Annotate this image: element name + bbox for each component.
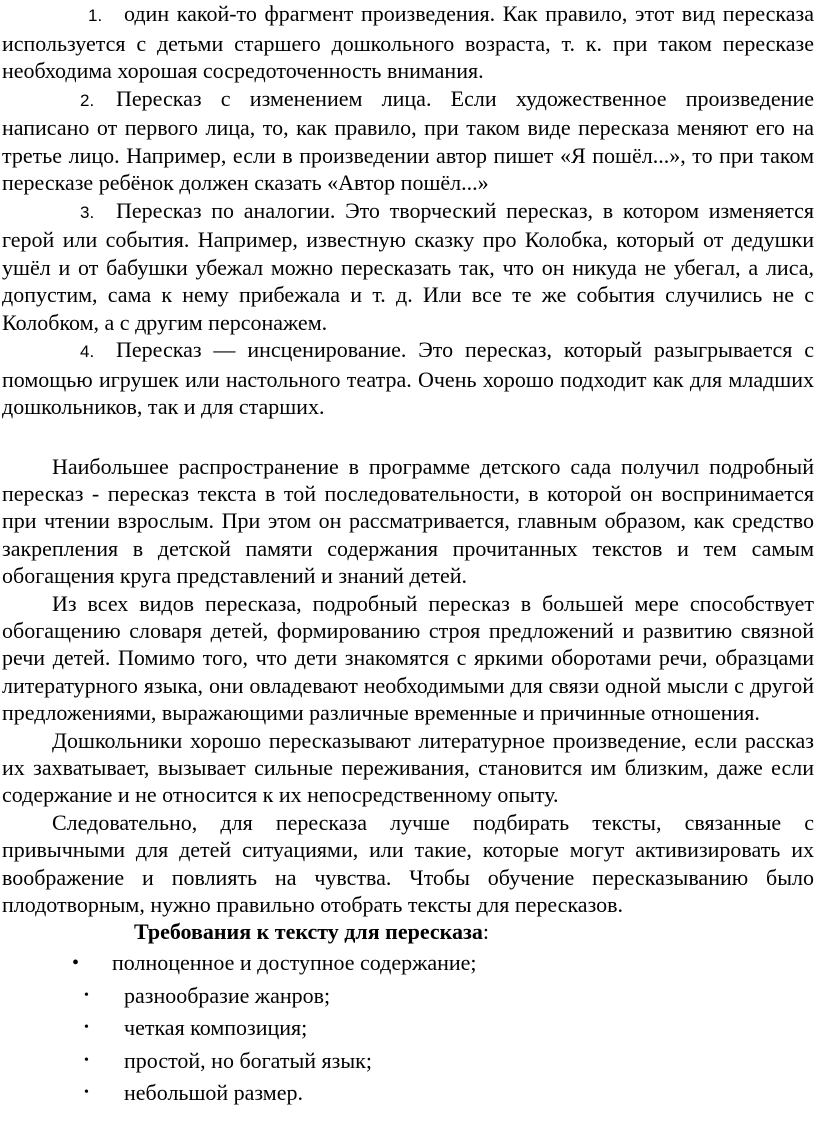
list-item-text: простой, но богатый язык; — [124, 1047, 372, 1073]
list-item — [0, 948, 816, 981]
bullet-icon: • — [84, 1052, 89, 1068]
numbered-item — [0, 85, 816, 197]
bullet-icon: • — [72, 952, 80, 975]
list-item-text: небольшой размер. — [124, 1080, 303, 1106]
bullet-icon: • — [84, 987, 89, 1003]
requirements-title-colon: : — [482, 919, 489, 945]
item-text: Пересказ с изменением лица. Если художественное произведение написано от первого лица, то, как правило, при таком виде пересказа меняют его на третье лицо. Например, если в произведении автор пишет «Я пошёл...», то при таком пересказе ребёнок должен сказать «Автор пошёл...» — [2, 85, 814, 195]
list-item-text: разнообразие жанров; — [124, 982, 331, 1008]
item-number: 4. — [80, 342, 95, 361]
paragraph: Наибольшее распространение в программе детского сада получил подробный пересказ - пересказ текста в той последовательности, в которой он воспринимается при чтении взрослым. При этом он рассматривается, главным образом, как средство закрепления в детской памяти содержания прочитанных текстов и тем самым обогащения круга представлений и знаний детей. — [2, 453, 814, 589]
item-number: 2. — [80, 90, 95, 110]
list-item-text: полноценное и доступное содержание; — [112, 950, 477, 976]
requirements-title: Требования к тексту для пересказа — [134, 919, 483, 945]
list-item — [0, 981, 816, 1014]
list-item — [0, 1046, 816, 1079]
paragraph: Из всех видов пересказа, подробный пересказ в большей мере способствует обогащению словаря детей, формированию строя предложений и развитию связной речи детей. Помимо того, что дети знакомятся с яркими оборотами речи, образцами литературного языка, они овладевают необходимыми для связи одной мысли с другой предложениями, выражающими различные временные и причинные отношения. — [2, 590, 814, 726]
blank-line — [0, 421, 816, 453]
item-number: 1. — [88, 6, 103, 25]
numbered-item — [0, 197, 816, 337]
item-number: 3. — [80, 202, 95, 222]
requirements-list — [0, 948, 816, 1111]
item-text: Пересказ — инсценирование. Это пересказ, который разыгрывается с помощью игрушек или настольного театра. Очень хорошо подходит как для младших дошкольников, так и для старших. — [2, 337, 814, 419]
list-item — [0, 1078, 816, 1111]
list-item — [0, 1013, 816, 1046]
item-text: Пересказ по аналогии. Это творческий пересказ, в котором изменяется герой или события. Например, известную сказку про Колобка, который от дедушки ушёл и от бабушки убежал можно пересказать так, что он никуда не убегал, а лиса, допустим, сама к нему прибежала и т. д. Или все те же события случились не с Колобком, а с другим персонажем. — [2, 197, 814, 335]
paragraph: Следовательно, для пересказа лучше подбирать тексты, связанные с привычными для детей ситуациями, или такие, которые могут активизировать их воображение и повлиять на чувства. Чтобы обучение пересказыванию было плодотворным, нужно правильно отобрать тексты для пересказов. — [2, 809, 814, 917]
numbered-item — [0, 336, 816, 421]
numbered-item — [0, 0, 816, 85]
requirements-heading — [0, 918, 816, 948]
list-item-text: четкая композиция; — [124, 1015, 308, 1041]
item-text: один какой-то фрагмент произведения. Как правило, этот вид пересказа используется с детьми старшего дошкольного возраста, т. к. при таком пересказе необходима хорошая сосредоточенность внимания. — [2, 1, 814, 83]
numbered-list — [0, 0, 816, 421]
bullet-icon: • — [84, 1020, 89, 1036]
bullet-icon: • — [84, 1085, 89, 1101]
body-text — [0, 453, 816, 919]
paragraph: Дошкольники хорошо пересказывают литературное произведение, если рассказ их захватывает, вызывает сильные переживания, становится им близким, даже если содержание и не относится к их непосредственному опыту. — [2, 727, 814, 808]
